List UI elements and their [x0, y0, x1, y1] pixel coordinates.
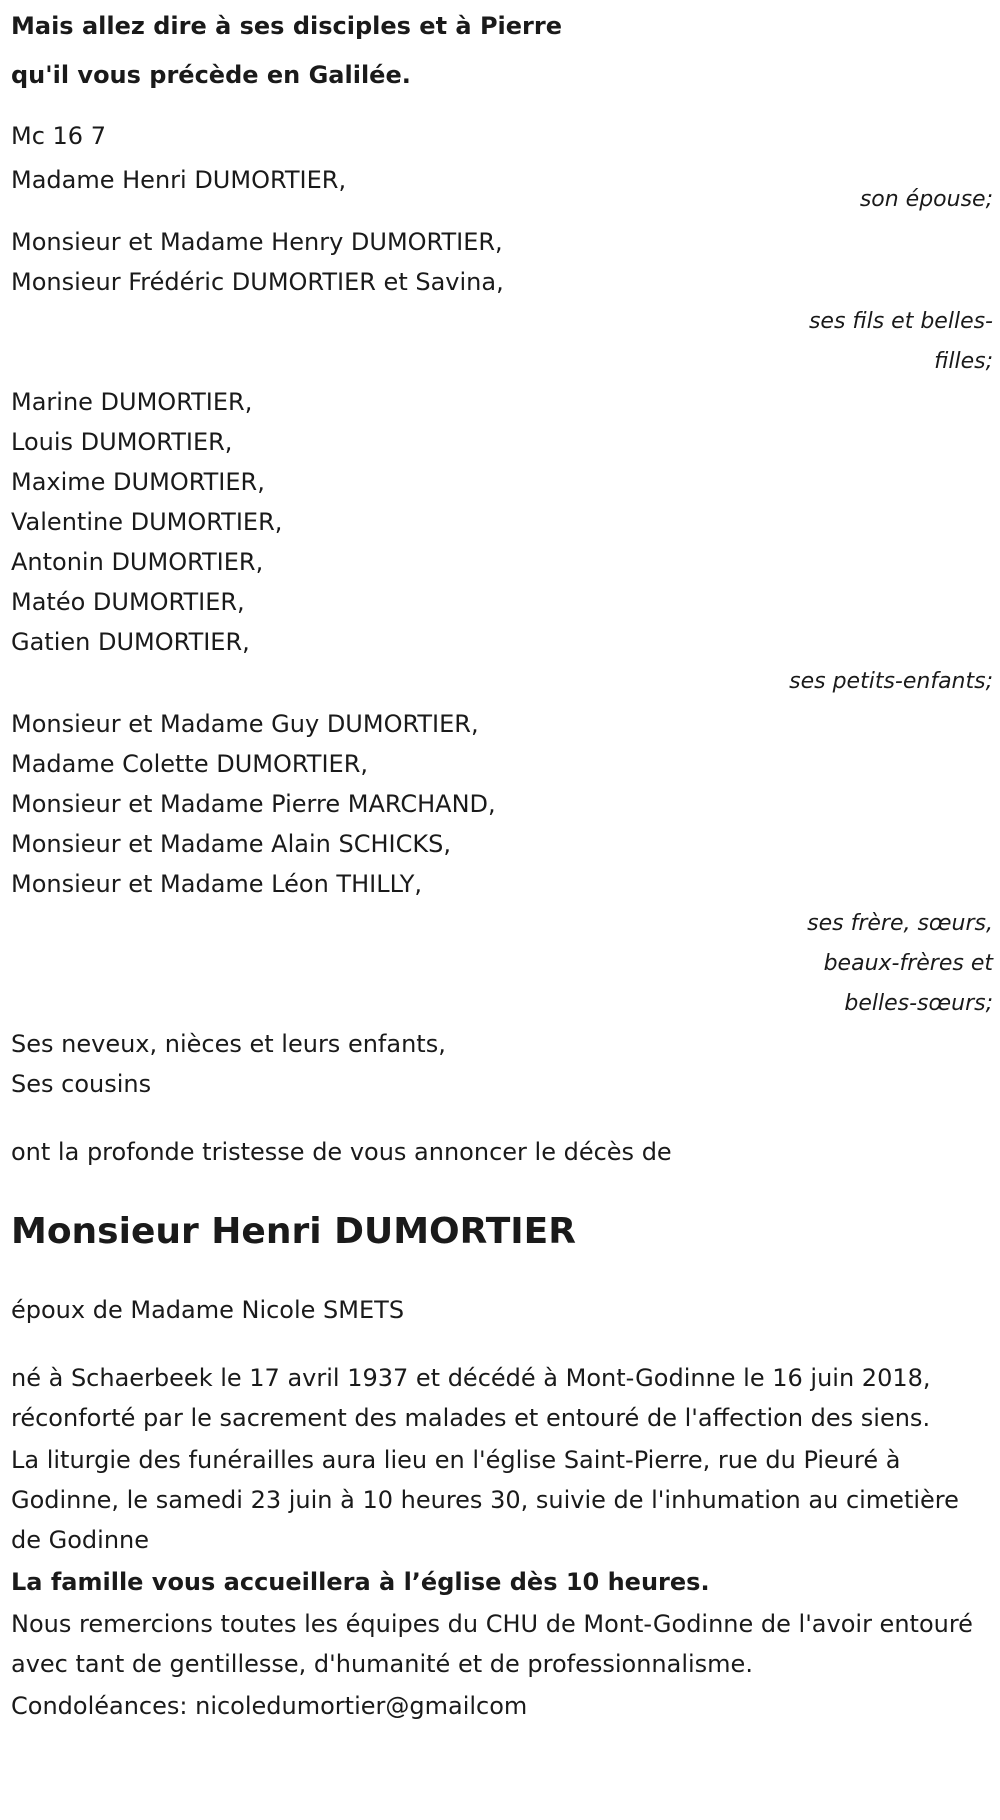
announcement: ont la profonde tristesse de vous annoncer le décès de	[11, 1138, 672, 1166]
thanks-text: Nous remercions toutes les équipes du CHU de Mont-Godinne de l'avoir entouré avec tant de gentillesse, d'humanité et de professionnalisme.	[11, 1610, 973, 1678]
spouse-role: son épouse;	[859, 187, 993, 212]
sibling-name: Monsieur et Madame Guy DUMORTIER,	[11, 710, 479, 738]
grandchild-name: Maxime DUMORTIER,	[11, 468, 265, 496]
verse-quote	[11, 2, 611, 100]
verse-line-1: Mais allez dire à ses disciples et à Pierre	[11, 12, 562, 40]
condolences-text: Condoléances: nicoledumortier@gmailcom	[11, 1692, 528, 1720]
grandchild-name: Gatien DUMORTIER,	[11, 628, 250, 656]
siblings-role	[763, 904, 993, 1024]
grandchild-name: Valentine DUMORTIER,	[11, 508, 283, 536]
grandchildren-group	[11, 382, 993, 702]
spouse-group	[11, 160, 993, 220]
child-name: Monsieur et Madame Henry DUMORTIER,	[11, 228, 503, 256]
siblings-role-line-1: ses frère, sœurs,	[807, 911, 993, 936]
sibling-name: Madame Colette DUMORTIER,	[11, 750, 368, 778]
children-role	[763, 302, 993, 382]
verse-line-2: qu'il vous précède en Galilée.	[11, 61, 411, 89]
spouse-line: époux de Madame Nicole SMETS	[11, 1296, 405, 1324]
welcome-text: La famille vous accueillera à l’église dès 10 heures.	[11, 1568, 710, 1596]
verse-reference: Mc 16 7	[11, 122, 106, 150]
grandchild-name: Antonin DUMORTIER,	[11, 548, 264, 576]
sibling-name: Monsieur et Madame Léon THILLY,	[11, 870, 423, 898]
deceased-name: Monsieur Henri DUMORTIER	[11, 1211, 576, 1252]
grandchild-name: Louis DUMORTIER,	[11, 428, 233, 456]
others-line: Ses neveux, nièces et leurs enfants,	[11, 1030, 446, 1058]
obituary-content	[11, 2, 993, 1726]
others-group	[11, 1024, 993, 1104]
others-line: Ses cousins	[11, 1070, 152, 1098]
grandchild-name: Matéo DUMORTIER,	[11, 588, 245, 616]
child-name: Monsieur Frédéric DUMORTIER et Savina,	[11, 268, 504, 296]
siblings-group	[11, 704, 993, 1024]
siblings-role-line-2: beaux-frères et	[823, 951, 993, 976]
sibling-name: Monsieur et Madame Pierre MARCHAND,	[11, 790, 496, 818]
birth-death-text: né à Schaerbeek le 17 avril 1937 et décédé à Mont-Godinne le 16 juin 2018, réconforté par le sacrement des malades et entouré de l'affection des siens.	[11, 1364, 931, 1432]
children-role-line-1: ses fils et belles-	[808, 309, 993, 334]
children-group	[11, 222, 993, 382]
obituary-page	[0, 2, 1000, 1820]
siblings-role-line-3: belles-sœurs;	[844, 991, 993, 1016]
spouse-name: Madame Henri DUMORTIER,	[11, 166, 347, 194]
grandchildren-role: ses petits-enfants;	[789, 669, 993, 694]
children-role-line-2: filles;	[934, 349, 993, 374]
grandchild-name: Marine DUMORTIER,	[11, 388, 253, 416]
funeral-text: La liturgie des funérailles aura lieu en l'église Saint-Pierre, rue du Pieuré à Godinne, le samedi 23 juin à 10 heures 30, suivie de l'inhumation au cimetière de Godinne	[11, 1446, 959, 1554]
sibling-name: Monsieur et Madame Alain SCHICKS,	[11, 830, 451, 858]
